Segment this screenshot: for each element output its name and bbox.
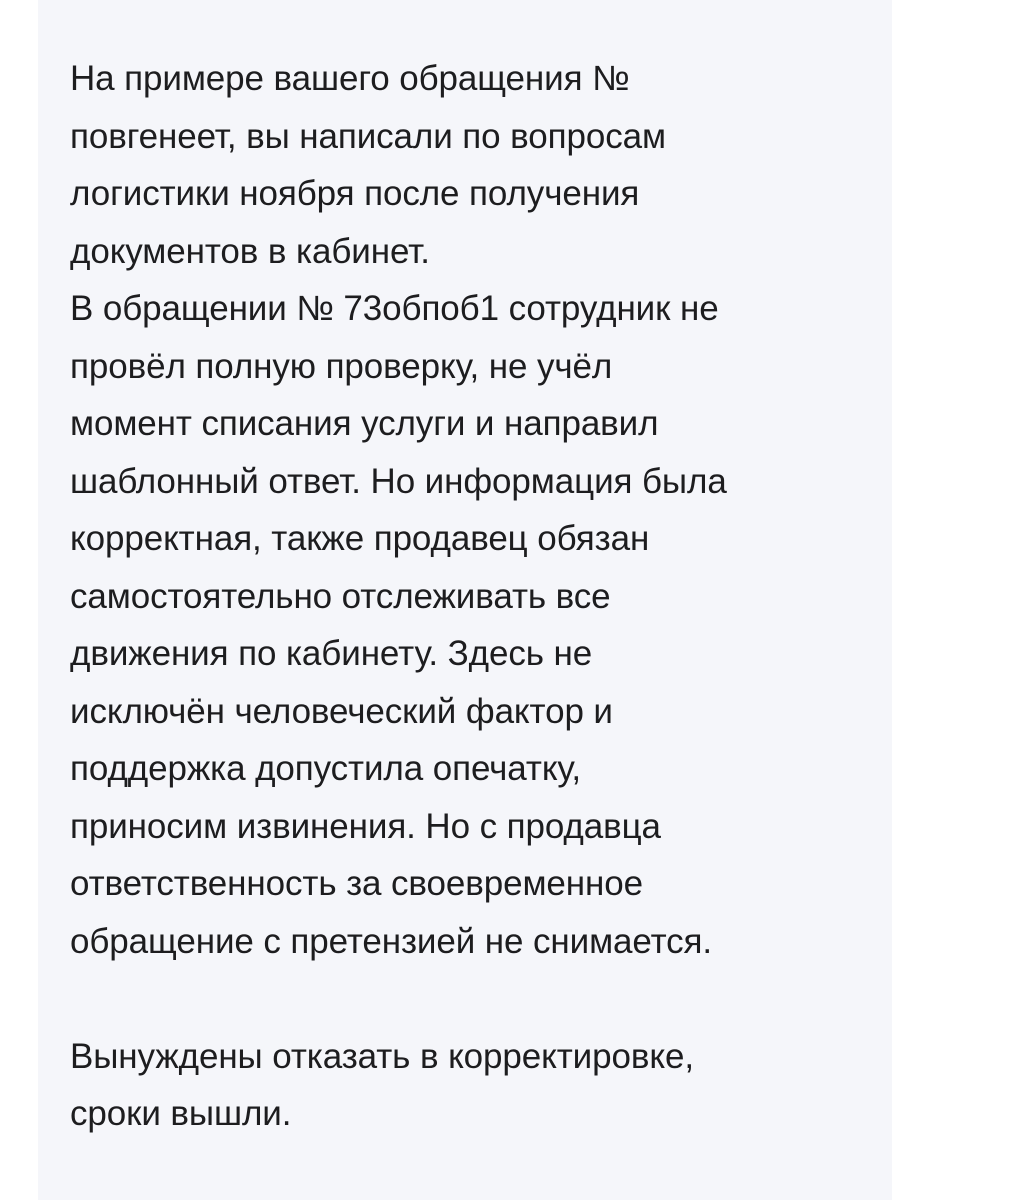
message-line: корректная, также продавец обязан	[70, 519, 650, 558]
message-line: провёл полную проверку, не учёл	[70, 346, 613, 386]
message-panel	[38, 0, 892, 1200]
message-line: В обращении № 73обпоб1 сотрудник не	[70, 289, 719, 328]
message-line: исключён человеческий фактор и	[70, 691, 613, 731]
message-line: логистики ноября после получения	[70, 174, 640, 213]
paragraph-spacer	[70, 970, 892, 1028]
message-line: Вынуждены отказать в корректировке,	[70, 1036, 694, 1076]
message-line: обращение с претензией не снимается.	[70, 921, 713, 961]
message-line: сроки вышли.	[70, 1094, 292, 1133]
message-line: самостоятельно отслеживать все	[70, 576, 611, 616]
message-line: повгенеет, вы написали по вопросам	[70, 116, 666, 156]
message-line: момент списания услуги и направил	[70, 404, 659, 443]
message-line: На примере вашего обращения №	[70, 59, 630, 98]
message-line: шаблонный ответ. Но информация была	[70, 461, 727, 501]
message-line: ответственность за своевременное	[70, 864, 643, 903]
message-line: приносим извинения. Но с продавца	[70, 806, 661, 846]
message-line: движения по кабинету. Здесь не	[70, 634, 593, 673]
message-line: поддержка допустила опечатку,	[70, 749, 581, 788]
message-line: документов в кабинет.	[70, 231, 430, 271]
